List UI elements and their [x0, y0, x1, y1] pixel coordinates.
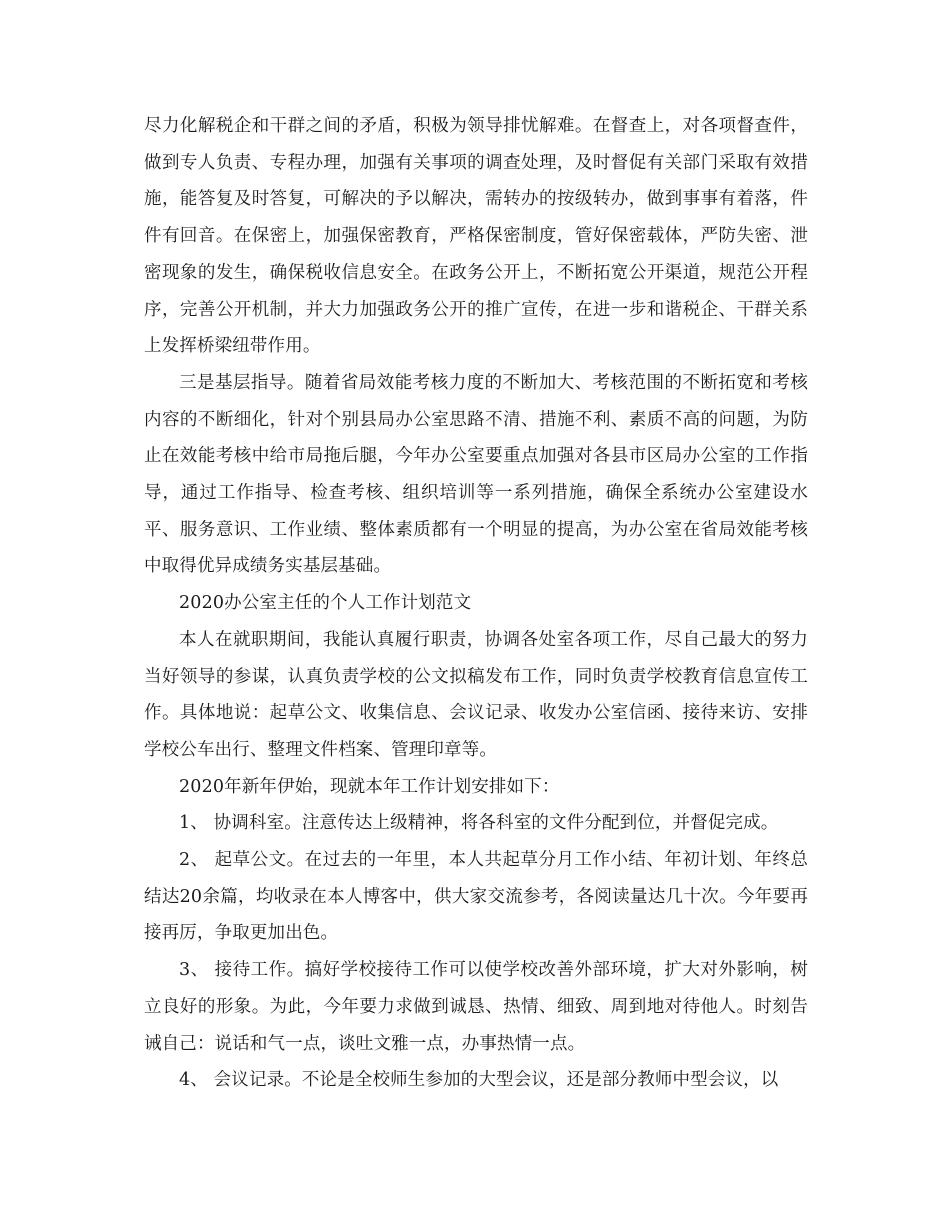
section-heading: 2020办公室主任的个人工作计划范文	[179, 593, 472, 614]
paragraph-plan-lead: 2020年新年伊始，现就本年工作计划安排如下：	[179, 776, 560, 797]
paragraph-tax-coordination: 尽力化解税企和干群之间的矛盾，积极为领导排忧解难。在督查上，对各项督查件，做到专人负责、专程办理，加强有关事项的调查处理，及时督促有关部门采取有效措施，能答复及时答复，可解决的予以解决，需转办的按级转办，做到事事有着落，件件有回音。在保密上，加强保密教育，严格保密制度，管好保密载体，严防失密、泄密现象的发生，确保税收信息安全。在政务公开上，不断拓宽公开渠道，规范公开程序，完善公开机制，并大力加强政务公开的推广宣传，在进一步和谐税企、干群关系上发挥桥梁纽带作用。	[144, 116, 808, 357]
list-item-reception: 3、 接待工作。搞好学校接待工作可以使学校改善外部环境，扩大对外影响，树立良好的形象。为此，今年要力求做到诚恳、热情、细致、周到地对待他人。时刻告诫自己：说话和气一点，谈吐文雅一点，办事热情一点。	[144, 960, 808, 1054]
paragraph-intro: 本人在就职期间，我能认真履行职责，协调各处室各项工作，尽自己最大的努力当好领导的参谋，认真负责学校的公文拟稿发布工作，同时负责学校教育信息宣传工作。具体地说：起草公文、收集信息、会议记录、收发办公室信函、接待来访、安排学校公车出行、整理文件档案、管理印章等。	[144, 629, 808, 760]
list-item-drafting: 2、 起草公文。在过去的一年里，本人共起草分月工作小结、年初计划、年终总结达20余篇，均收录在本人博客中，供大家交流参考，各阅读量达几十次。今年要再接再厉，争取更加出色。	[144, 850, 808, 944]
paragraph-grassroots-guidance: 三是基层指导。随着省局效能考核力度的不断加大、考核范围的不断拓宽和考核内容的不断细化，针对个别县局办公室思路不清、措施不利、素质不高的问题，为防止在效能考核中给市局拖后腿，今年办公室要重点加强对各县市区局办公室的工作指导，通过工作指导、检查考核、组织培训等一系列措施，确保全系统办公室建设水平、服务意识、工作业绩、整体素质都有一个明显的提高，为办公室在省局效能考核中取得优异成绩务实基层基础。	[144, 372, 808, 577]
document-page	[144, 108, 808, 1099]
list-item-coordinate: 1、 协调科室。注意传达上级精神，将各科室的文件分配到位，并督促完成。	[179, 813, 779, 834]
list-item-meeting-minutes: 4、 会议记录。不论是全校师生参加的大型会议，还是部分教师中型会议，以	[179, 1070, 779, 1091]
